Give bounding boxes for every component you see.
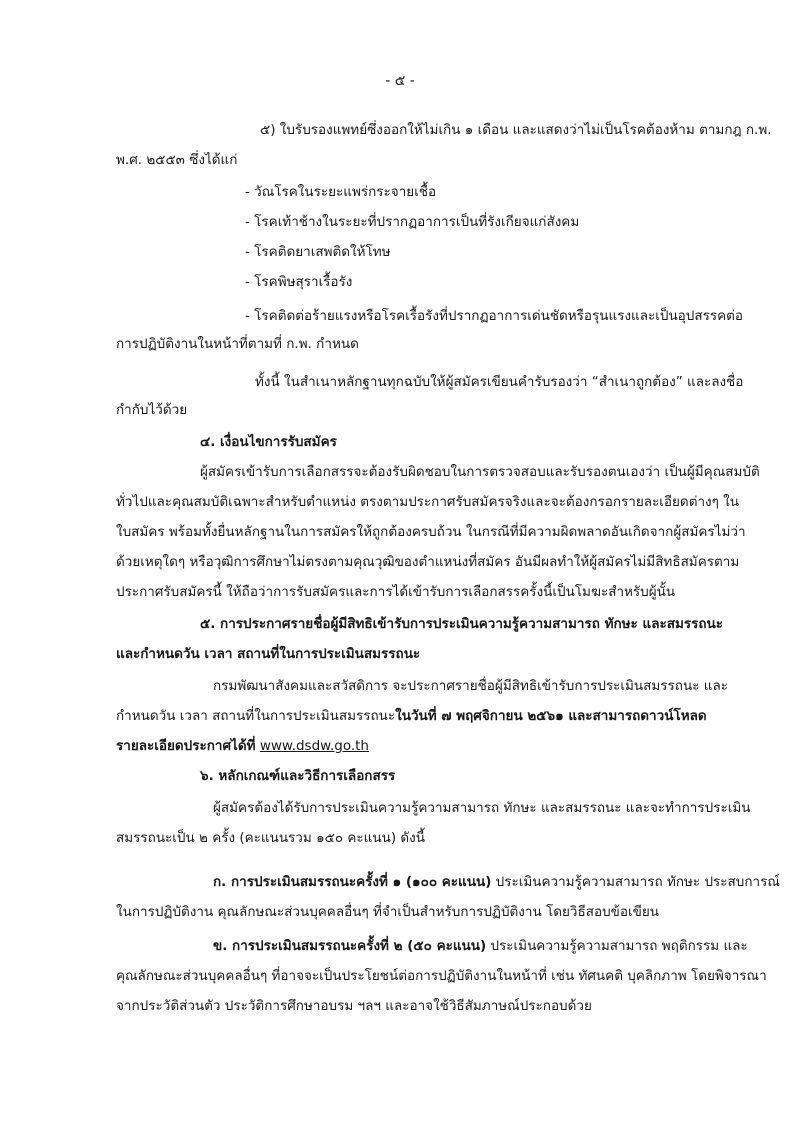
section-5-line-3 (116, 736, 369, 756)
assessment-2-desc: ประเมินความรู้ความสามารถ พฤติกรรม และ (486, 938, 748, 954)
section-5-heading: ๕. การประกาศรายชื่อผู้มีสิทธิเข้ารับการประเมินความรู้ความสามารถ ทักษะ และสมรรถนะ (200, 616, 724, 632)
assessment-2-line-3: จากประวัติส่วนตัว ประวัติการศึกษาอบรม ฯลฯ และอาจใช้วิธีสัมภาษณ์ประกอบด้วย (116, 998, 592, 1014)
section-4-line: ประกาศรับสมัครนี้ ให้ถือว่าการรับสมัครและการได้เข้ารับการเลือกสรรครั้งนี้เป็นโมฆะสำหรับผู้นั้น (116, 584, 676, 600)
disease-item: - วัณโรคในระยะแพร่กระจายเชื้อ (245, 184, 437, 200)
section-5-line-2-text: กำหนดวัน เวลา สถานที่ในการประเมินสมรรถนะ (116, 708, 396, 724)
announcement-date: ในวันที่ ๗ พฤศจิกายน ๒๕๖๑ และสามารถดาวน์โหลด (395, 708, 707, 724)
section-6-heading: ๖. หลักเกณฑ์และวิธีการเลือกสรร (200, 768, 396, 784)
assessment-1-title: ก. การประเมินสมรรถนะครั้งที่ ๑ (๑๐๐ คะแนน) (213, 874, 492, 890)
assessment-1 (213, 872, 780, 892)
section-4-line: ด้วยเหตุใดๆ หรือวุฒิการศึกษาไม่ตรงตามคุณวุฒิของตำแหน่งที่สมัคร อันมีผลทำให้ผู้สมัครไม่มีสิทธิสมัครตาม (116, 554, 740, 570)
disease-item: - โรคพิษสุราเรื้อรัง (245, 274, 353, 290)
disease-item: - โรคติดยาเสพติดให้โทษ (245, 244, 391, 260)
section-4-line: ผู้สมัครเข้ารับการเลือกสรรจะต้องรับผิดชอบในการตรวจสอบและรับรองตนเองว่า เป็นผู้มีคุณสมบัติ (200, 464, 760, 480)
section-5-line-1: กรมพัฒนาสังคมและสวัสดิการ จะประกาศรายชื่อผู้มีสิทธิเข้ารับการประเมินสมรรถนะ และ (213, 678, 728, 694)
intro-line-2: พ.ศ. ๒๕๕๓ ซึ่งได้แก่ (116, 152, 238, 168)
assessment-1-desc: ประเมินความรู้ความสามารถ ทักษะ ประสบการณ์ (491, 874, 780, 890)
certify-line-2: กำกับไว้ด้วย (116, 402, 188, 418)
assessment-2-line-2: คุณลักษณะส่วนบุคคลอื่นๆ ที่อาจจะเป็นประโยชน์ต่อการปฏิบัติงานในหน้าที่ เช่น ทัศนคติ บุคลิกภาพ โดยพิจารณา (116, 968, 767, 984)
section-4-line: ทั่วไปและคุณสมบัติเฉพาะสำหรับตำแหน่ง ตรงตามประกาศรับสมัครจริงและจะต้องกรอกรายละเอียดต่างๆ ใน (116, 494, 740, 510)
disease-continuation: การปฏิบัติงานในหน้าที่ตามที่ ก.พ. กำหนด (116, 336, 359, 352)
website-link[interactable]: www.dsdw.go.th (259, 738, 369, 754)
certify-line-1: ทั้งนี้ ในสำเนาหลักฐานทุกฉบับให้ผู้สมัครเขียนคำรับรองว่า “สำเนาถูกต้อง” และลงชื่อ (255, 374, 744, 390)
section-5-line-2 (116, 706, 707, 726)
disease-item: - โรคติดต่อร้ายแรงหรือโรคเรื้อรังที่ปรากฏอาการเด่นชัดหรือรุนแรงและเป็นอุปสรรคต่อ (245, 308, 744, 324)
section-5-heading-cont: และกำหนดวัน เวลา สถานที่ในการประเมินสมรรถนะ (116, 646, 421, 662)
intro-line-1: ๕) ใบรับรองแพทย์ซึ่งออกให้ไม่เกิน ๑ เดือน และแสดงว่าไม่เป็นโรคต้องห้าม ตามกฎ ก.พ. (260, 122, 772, 138)
assessment-2-title: ข. การประเมินสมรรถนะครั้งที่ ๒ (๕๐ คะแนน) (213, 938, 487, 954)
disease-item: - โรคเท้าช้างในระยะที่ปรากฏอาการเป็นที่รังเกียจแก่สังคม (245, 214, 580, 230)
assessment-1-line-2: ในการปฏิบัติงาน คุณลักษณะส่วนบุคคลอื่นๆ ที่จำเป็นสำหรับการปฏิบัติงาน โดยวิธีสอบข้อเขียน (116, 904, 659, 920)
section-4-heading: ๔. เงื่อนไขการรับสมัคร (200, 434, 337, 450)
page-number: - ๕ - (385, 73, 415, 89)
section-4-line: ใบสมัคร พร้อมทั้งยื่นหลักฐานในการสมัครให้ถูกต้องครบถ้วน ในกรณีที่มีความผิดพลาดอันเกิดจากผู้สมัครไม่ว่า (116, 524, 746, 540)
download-label: รายละเอียดประกาศได้ที่ (116, 738, 256, 754)
assessment-2 (213, 936, 748, 956)
section-6-line-1: ผู้สมัครต้องได้รับการประเมินความรู้ความสามารถ ทักษะ และสมรรถนะ และจะทำการประเมิน (213, 800, 751, 816)
section-6-line-2: สมรรถนะเป็น ๒ ครั้ง (คะแนนรวม ๑๕๐ คะแนน) ดังนี้ (116, 830, 425, 846)
